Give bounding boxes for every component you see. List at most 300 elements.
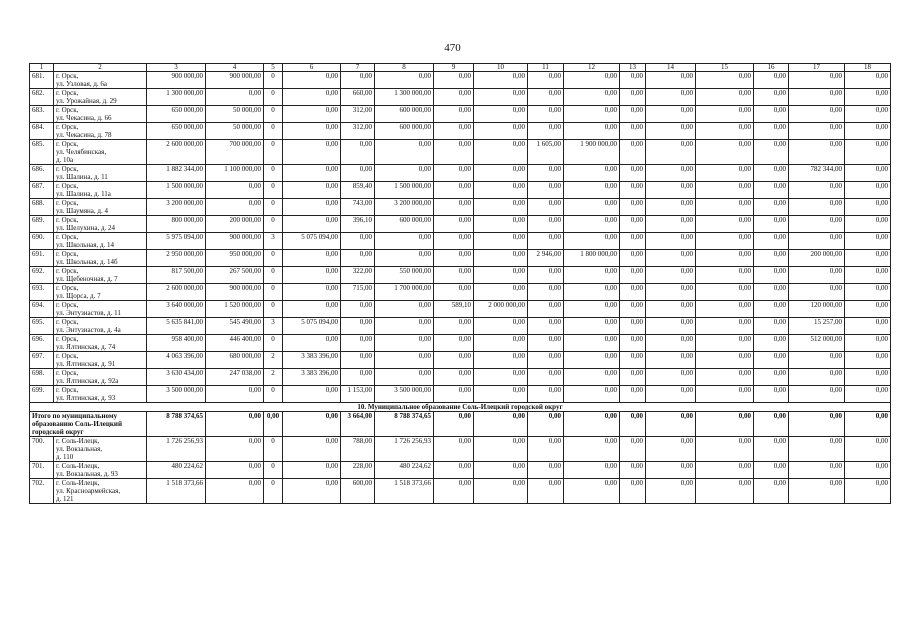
value-cell: 0 bbox=[264, 123, 283, 140]
value-cell: 0,00 bbox=[754, 301, 789, 318]
value-cell: 0,00 bbox=[474, 140, 528, 165]
value-cell: 859,40 bbox=[341, 182, 375, 199]
value-cell: 550 000,00 bbox=[375, 267, 434, 284]
value-cell: 0,00 bbox=[646, 199, 696, 216]
value-cell: 0,00 bbox=[789, 352, 845, 369]
value-cell: 958 400,00 bbox=[147, 335, 206, 352]
table-row bbox=[30, 267, 891, 284]
value-cell: 0,00 bbox=[528, 318, 564, 335]
value-cell: 0,00 bbox=[754, 233, 789, 250]
value-cell: 446 400,00 bbox=[206, 335, 264, 352]
value-cell: 312,00 bbox=[341, 106, 375, 123]
value-cell: 0,00 bbox=[564, 199, 620, 216]
value-cell: 0,00 bbox=[528, 369, 564, 386]
address-cell bbox=[54, 352, 147, 369]
value-cell: 0,00 bbox=[845, 199, 891, 216]
value-cell: 0,00 bbox=[474, 72, 528, 89]
value-cell: 0,00 bbox=[341, 165, 375, 182]
address-line: ул. Чекасина, д. 66 bbox=[56, 114, 112, 122]
value-cell: 0,00 bbox=[696, 437, 754, 462]
address-cell bbox=[54, 437, 147, 462]
address-line: ул. Школьная, д. 14б bbox=[56, 258, 118, 266]
value-cell: 0,00 bbox=[206, 479, 264, 504]
value-cell: 0,00 bbox=[434, 72, 474, 89]
value-cell: 0,00 bbox=[696, 301, 754, 318]
address-line: ул. Энтузиастов, д. 4а bbox=[56, 326, 121, 334]
value-cell: 0,00 bbox=[434, 199, 474, 216]
address-line: ул. Ялтинская, д. 91 bbox=[56, 360, 116, 368]
address-line: ул. Вокзальная, bbox=[56, 445, 103, 453]
value-cell: 0,00 bbox=[564, 106, 620, 123]
table-row bbox=[30, 437, 891, 462]
total-value: 0,00 bbox=[264, 412, 283, 437]
address-cell bbox=[54, 318, 147, 335]
value-cell: 0 bbox=[264, 140, 283, 165]
value-cell: 0,00 bbox=[696, 386, 754, 403]
address-cell bbox=[54, 284, 147, 301]
column-number: 9 bbox=[434, 64, 474, 72]
value-cell: 0,00 bbox=[845, 479, 891, 504]
value-cell: 0 bbox=[264, 250, 283, 267]
total-row bbox=[30, 412, 891, 437]
value-cell: 0,00 bbox=[754, 335, 789, 352]
value-cell: 0,00 bbox=[434, 284, 474, 301]
value-cell: 0,00 bbox=[789, 437, 845, 462]
row-number: 690. bbox=[30, 233, 54, 250]
value-cell: 0,00 bbox=[283, 267, 341, 284]
value-cell: 0,00 bbox=[528, 462, 564, 479]
column-number: 17 bbox=[789, 64, 845, 72]
value-cell: 0,00 bbox=[696, 284, 754, 301]
table-row bbox=[30, 369, 891, 386]
value-cell: 0,00 bbox=[434, 352, 474, 369]
value-cell: 0,00 bbox=[375, 72, 434, 89]
value-cell: 0,00 bbox=[434, 250, 474, 267]
value-cell: 0,00 bbox=[434, 369, 474, 386]
value-cell: 660,00 bbox=[341, 89, 375, 106]
column-number: 5 bbox=[264, 64, 283, 72]
value-cell: 0,00 bbox=[341, 301, 375, 318]
page-number: 470 bbox=[444, 42, 461, 54]
value-cell: 700 000,00 bbox=[206, 140, 264, 165]
value-cell: 0,00 bbox=[646, 318, 696, 335]
value-cell: 322,00 bbox=[341, 267, 375, 284]
value-cell: 0 bbox=[264, 479, 283, 504]
value-cell: 0,00 bbox=[754, 352, 789, 369]
address-line: ул. Щорса, д. 7 bbox=[56, 292, 101, 300]
value-cell: 480 224,62 bbox=[375, 462, 434, 479]
value-cell: 0,00 bbox=[789, 386, 845, 403]
value-cell: 0,00 bbox=[696, 318, 754, 335]
value-cell: 3 383 396,00 bbox=[283, 369, 341, 386]
value-cell: 0 bbox=[264, 284, 283, 301]
value-cell: 0,00 bbox=[283, 89, 341, 106]
value-cell: 0,00 bbox=[754, 140, 789, 165]
value-cell: 0,00 bbox=[564, 267, 620, 284]
total-value: 0,00 bbox=[789, 412, 845, 437]
value-cell: 0,00 bbox=[754, 106, 789, 123]
value-cell: 0,00 bbox=[789, 123, 845, 140]
table-row bbox=[30, 284, 891, 301]
value-cell: 0,00 bbox=[646, 301, 696, 318]
value-cell: 715,00 bbox=[341, 284, 375, 301]
value-cell: 0 bbox=[264, 267, 283, 284]
value-cell: 0,00 bbox=[754, 369, 789, 386]
value-cell: 0,00 bbox=[434, 386, 474, 403]
section-title-row bbox=[30, 403, 891, 412]
value-cell: 0,00 bbox=[646, 335, 696, 352]
value-cell: 0,00 bbox=[646, 182, 696, 199]
row-number: 684. bbox=[30, 123, 54, 140]
value-cell: 1 500 000,00 bbox=[375, 182, 434, 199]
value-cell: 120 000,00 bbox=[789, 301, 845, 318]
value-cell: 0,00 bbox=[845, 318, 891, 335]
value-cell: 200 000,00 bbox=[789, 250, 845, 267]
total-value: 0,00 bbox=[696, 412, 754, 437]
address-cell bbox=[54, 140, 147, 165]
value-cell: 0,00 bbox=[474, 250, 528, 267]
value-cell: 0,00 bbox=[528, 386, 564, 403]
value-cell: 0,00 bbox=[283, 479, 341, 504]
value-cell: 5 075 094,00 bbox=[283, 233, 341, 250]
value-cell: 0,00 bbox=[646, 267, 696, 284]
value-cell: 0,00 bbox=[620, 267, 646, 284]
value-cell: 0,00 bbox=[620, 123, 646, 140]
column-numbers-row bbox=[30, 64, 891, 72]
value-cell: 0 bbox=[264, 182, 283, 199]
value-cell: 0,00 bbox=[474, 89, 528, 106]
value-cell: 0,00 bbox=[341, 250, 375, 267]
value-cell: 3 200 000,00 bbox=[147, 199, 206, 216]
value-cell: 50 000,00 bbox=[206, 106, 264, 123]
value-cell: 0,00 bbox=[283, 123, 341, 140]
value-cell: 0,00 bbox=[528, 199, 564, 216]
value-cell: 0,00 bbox=[474, 233, 528, 250]
address-line: г. Орск, bbox=[56, 301, 79, 309]
value-cell: 0,00 bbox=[528, 479, 564, 504]
row-number: 702. bbox=[30, 479, 54, 504]
value-cell: 0,00 bbox=[474, 437, 528, 462]
value-cell: 0 bbox=[264, 199, 283, 216]
value-cell: 0,00 bbox=[341, 352, 375, 369]
value-cell: 0,00 bbox=[620, 352, 646, 369]
table-row bbox=[30, 106, 891, 123]
address-line: г. Орск, bbox=[56, 106, 79, 114]
address-line: г. Орск, bbox=[56, 250, 79, 258]
value-cell: 0,00 bbox=[474, 267, 528, 284]
value-cell: 4 063 396,00 bbox=[147, 352, 206, 369]
address-line: г. Орск, bbox=[56, 233, 79, 241]
total-value: 8 788 374,65 bbox=[147, 412, 206, 437]
value-cell: 3 640 000,00 bbox=[147, 301, 206, 318]
value-cell: 0,00 bbox=[341, 140, 375, 165]
row-number: 694. bbox=[30, 301, 54, 318]
value-cell: 0,00 bbox=[754, 89, 789, 106]
address-cell bbox=[54, 250, 147, 267]
value-cell: 0,00 bbox=[283, 182, 341, 199]
value-cell: 0,00 bbox=[434, 106, 474, 123]
row-number: 691. bbox=[30, 250, 54, 267]
value-cell: 0,00 bbox=[646, 352, 696, 369]
value-cell: 0,00 bbox=[620, 301, 646, 318]
value-cell: 743,00 bbox=[341, 199, 375, 216]
table-row bbox=[30, 233, 891, 250]
value-cell: 0,00 bbox=[696, 165, 754, 182]
address-line: г. Орск, bbox=[56, 267, 79, 275]
value-cell: 0,00 bbox=[646, 140, 696, 165]
value-cell: 0 bbox=[264, 386, 283, 403]
value-cell: 0,00 bbox=[564, 386, 620, 403]
address-line: г. Орск, bbox=[56, 72, 79, 80]
value-cell: 0,00 bbox=[845, 386, 891, 403]
section-title: 10. Муниципальное образование Соль-Илецкий городской округ bbox=[30, 403, 891, 412]
table-row bbox=[30, 462, 891, 479]
row-number: 688. bbox=[30, 199, 54, 216]
value-cell: 0,00 bbox=[696, 216, 754, 233]
value-cell: 0,00 bbox=[646, 89, 696, 106]
table-row bbox=[30, 352, 891, 369]
total-value: 3 664,00 bbox=[341, 412, 375, 437]
table-row bbox=[30, 335, 891, 352]
value-cell: 0,00 bbox=[646, 165, 696, 182]
total-value: 0,00 bbox=[434, 412, 474, 437]
table-row bbox=[30, 140, 891, 165]
table-row bbox=[30, 250, 891, 267]
value-cell: 0,00 bbox=[528, 267, 564, 284]
column-number: 15 bbox=[696, 64, 754, 72]
value-cell: 0,00 bbox=[206, 386, 264, 403]
value-cell: 900 000,00 bbox=[206, 72, 264, 89]
value-cell: 0,00 bbox=[341, 233, 375, 250]
address-line: г. Орск, bbox=[56, 216, 79, 224]
row-number: 701. bbox=[30, 462, 54, 479]
value-cell: 0,00 bbox=[789, 182, 845, 199]
value-cell: 2 bbox=[264, 369, 283, 386]
value-cell: 0,00 bbox=[474, 318, 528, 335]
address-line: ул. Щебеночная, д. 7 bbox=[56, 275, 118, 283]
address-cell bbox=[54, 301, 147, 318]
value-cell: 0,00 bbox=[620, 165, 646, 182]
value-cell: 0,00 bbox=[283, 301, 341, 318]
address-cell bbox=[54, 123, 147, 140]
address-line: ул. Ялтинская, д. 92а bbox=[56, 377, 119, 385]
value-cell: 0,00 bbox=[564, 479, 620, 504]
value-cell: 0,00 bbox=[845, 369, 891, 386]
value-cell: 0,00 bbox=[528, 284, 564, 301]
address-line: ул. Ялтинская, д. 93 bbox=[56, 394, 116, 402]
value-cell: 0,00 bbox=[434, 462, 474, 479]
value-cell: 5 075 094,00 bbox=[283, 318, 341, 335]
value-cell: 1 700 000,00 bbox=[375, 284, 434, 301]
value-cell: 0,00 bbox=[206, 437, 264, 462]
value-cell: 0,00 bbox=[474, 216, 528, 233]
row-number: 686. bbox=[30, 165, 54, 182]
value-cell: 0,00 bbox=[564, 335, 620, 352]
row-number: 693. bbox=[30, 284, 54, 301]
value-cell: 0,00 bbox=[283, 386, 341, 403]
value-cell: 0,00 bbox=[845, 437, 891, 462]
value-cell: 0 bbox=[264, 89, 283, 106]
table-row bbox=[30, 165, 891, 182]
table-row bbox=[30, 318, 891, 335]
value-cell: 0,00 bbox=[375, 233, 434, 250]
row-number: 697. bbox=[30, 352, 54, 369]
value-cell: 0,00 bbox=[845, 352, 891, 369]
value-cell: 0,00 bbox=[789, 267, 845, 284]
table-row bbox=[30, 386, 891, 403]
column-number: 18 bbox=[845, 64, 891, 72]
value-cell: 0,00 bbox=[696, 72, 754, 89]
address-line: ул. Энтузиастов, д. 11 bbox=[56, 309, 121, 317]
value-cell: 0,00 bbox=[845, 165, 891, 182]
value-cell: 0,00 bbox=[754, 182, 789, 199]
value-cell: 0,00 bbox=[528, 89, 564, 106]
value-cell: 1 882 344,00 bbox=[147, 165, 206, 182]
value-cell: 0,00 bbox=[375, 318, 434, 335]
value-cell: 0,00 bbox=[206, 182, 264, 199]
column-number: 3 bbox=[147, 64, 206, 72]
value-cell: 0,00 bbox=[845, 106, 891, 123]
row-number: 685. bbox=[30, 140, 54, 165]
value-cell: 0,00 bbox=[789, 479, 845, 504]
value-cell: 0,00 bbox=[646, 284, 696, 301]
value-cell: 2 946,00 bbox=[528, 250, 564, 267]
value-cell: 0,00 bbox=[646, 369, 696, 386]
value-cell: 0,00 bbox=[789, 369, 845, 386]
value-cell: 0,00 bbox=[283, 250, 341, 267]
table-row bbox=[30, 89, 891, 106]
value-cell: 0,00 bbox=[620, 89, 646, 106]
row-number: 683. bbox=[30, 106, 54, 123]
value-cell: 0,00 bbox=[474, 335, 528, 352]
table-row bbox=[30, 301, 891, 318]
value-cell: 900 000,00 bbox=[147, 72, 206, 89]
value-cell: 0,00 bbox=[754, 284, 789, 301]
address-line: ул. Чекасина, д. 78 bbox=[56, 131, 112, 139]
address-cell bbox=[54, 462, 147, 479]
value-cell: 0,00 bbox=[845, 216, 891, 233]
value-cell: 0,00 bbox=[620, 335, 646, 352]
value-cell: 0,00 bbox=[789, 72, 845, 89]
address-line: г. Соль-Илецк, bbox=[56, 479, 100, 487]
value-cell: 0,00 bbox=[789, 199, 845, 216]
row-number: 698. bbox=[30, 369, 54, 386]
value-cell: 0,00 bbox=[696, 335, 754, 352]
value-cell: 0,00 bbox=[283, 335, 341, 352]
value-cell: 0,00 bbox=[696, 123, 754, 140]
value-cell: 0,00 bbox=[696, 479, 754, 504]
value-cell: 2 000 000,00 bbox=[474, 301, 528, 318]
address-line: г. Орск, bbox=[56, 123, 79, 131]
value-cell: 0,00 bbox=[474, 106, 528, 123]
total-value: 0,00 bbox=[528, 412, 564, 437]
value-cell: 0,00 bbox=[283, 165, 341, 182]
value-cell: 396,10 bbox=[341, 216, 375, 233]
value-cell: 0 bbox=[264, 106, 283, 123]
row-number: 695. bbox=[30, 318, 54, 335]
value-cell: 1 726 256,93 bbox=[147, 437, 206, 462]
address-line: г. Орск, bbox=[56, 335, 79, 343]
value-cell: 0,00 bbox=[789, 284, 845, 301]
value-cell: 0,00 bbox=[283, 462, 341, 479]
value-cell: 0,00 bbox=[434, 182, 474, 199]
address-line: ул. Вокзальная, д. 93 bbox=[56, 470, 118, 478]
value-cell: 817 500,00 bbox=[147, 267, 206, 284]
value-cell: 0,00 bbox=[564, 462, 620, 479]
value-cell: 0,00 bbox=[341, 318, 375, 335]
value-cell: 0,00 bbox=[696, 462, 754, 479]
total-value: 0,00 bbox=[620, 412, 646, 437]
value-cell: 600 000,00 bbox=[375, 123, 434, 140]
value-cell: 0,00 bbox=[564, 369, 620, 386]
value-cell: 0,00 bbox=[564, 123, 620, 140]
total-value: 0,00 bbox=[646, 412, 696, 437]
row-number: 682. bbox=[30, 89, 54, 106]
value-cell: 2 950 000,00 bbox=[147, 250, 206, 267]
value-cell: 1 300 000,00 bbox=[147, 89, 206, 106]
value-cell: 0,00 bbox=[620, 462, 646, 479]
table-row bbox=[30, 72, 891, 89]
row-number: 699. bbox=[30, 386, 54, 403]
column-number: 7 bbox=[341, 64, 375, 72]
value-cell: 0,00 bbox=[620, 72, 646, 89]
value-cell: 0,00 bbox=[434, 318, 474, 335]
address-line: д. 121 bbox=[56, 495, 74, 503]
value-cell: 782 344,00 bbox=[789, 165, 845, 182]
value-cell: 0,00 bbox=[696, 106, 754, 123]
value-cell: 0,00 bbox=[474, 386, 528, 403]
value-cell: 0,00 bbox=[474, 182, 528, 199]
value-cell: 0,00 bbox=[528, 182, 564, 199]
address-line: г. Орск, bbox=[56, 140, 79, 148]
value-cell: 0,00 bbox=[646, 479, 696, 504]
value-cell: 0,00 bbox=[620, 216, 646, 233]
address-line: ул. Шалина, д. 11 bbox=[56, 173, 108, 181]
value-cell: 0,00 bbox=[564, 216, 620, 233]
value-cell: 0,00 bbox=[206, 199, 264, 216]
value-cell: 0,00 bbox=[754, 199, 789, 216]
value-cell: 0,00 bbox=[564, 318, 620, 335]
value-cell: 267 500,00 bbox=[206, 267, 264, 284]
value-cell: 0,00 bbox=[528, 335, 564, 352]
value-cell: 0,00 bbox=[646, 462, 696, 479]
row-number: 700. bbox=[30, 437, 54, 462]
value-cell: 0,00 bbox=[754, 123, 789, 140]
address-line: г. Орск, bbox=[56, 182, 79, 190]
value-cell: 0,00 bbox=[789, 106, 845, 123]
value-cell: 0,00 bbox=[434, 267, 474, 284]
value-cell: 0,00 bbox=[620, 140, 646, 165]
value-cell: 0,00 bbox=[646, 386, 696, 403]
row-number: 687. bbox=[30, 182, 54, 199]
value-cell: 1 520 000,00 bbox=[206, 301, 264, 318]
value-cell: 0,00 bbox=[375, 301, 434, 318]
value-cell: 0,00 bbox=[434, 123, 474, 140]
address-cell bbox=[54, 106, 147, 123]
value-cell: 0,00 bbox=[564, 284, 620, 301]
address-cell bbox=[54, 267, 147, 284]
value-cell: 0,00 bbox=[528, 216, 564, 233]
value-cell: 545 490,00 bbox=[206, 318, 264, 335]
address-line: г. Соль-Илецк, bbox=[56, 437, 100, 445]
total-value: 0,00 bbox=[845, 412, 891, 437]
value-cell: 0,00 bbox=[620, 437, 646, 462]
total-value: 0,00 bbox=[283, 412, 341, 437]
value-cell: 0,00 bbox=[620, 106, 646, 123]
value-cell: 0 bbox=[264, 437, 283, 462]
value-cell: 3 200 000,00 bbox=[375, 199, 434, 216]
value-cell: 5 975 094,00 bbox=[147, 233, 206, 250]
